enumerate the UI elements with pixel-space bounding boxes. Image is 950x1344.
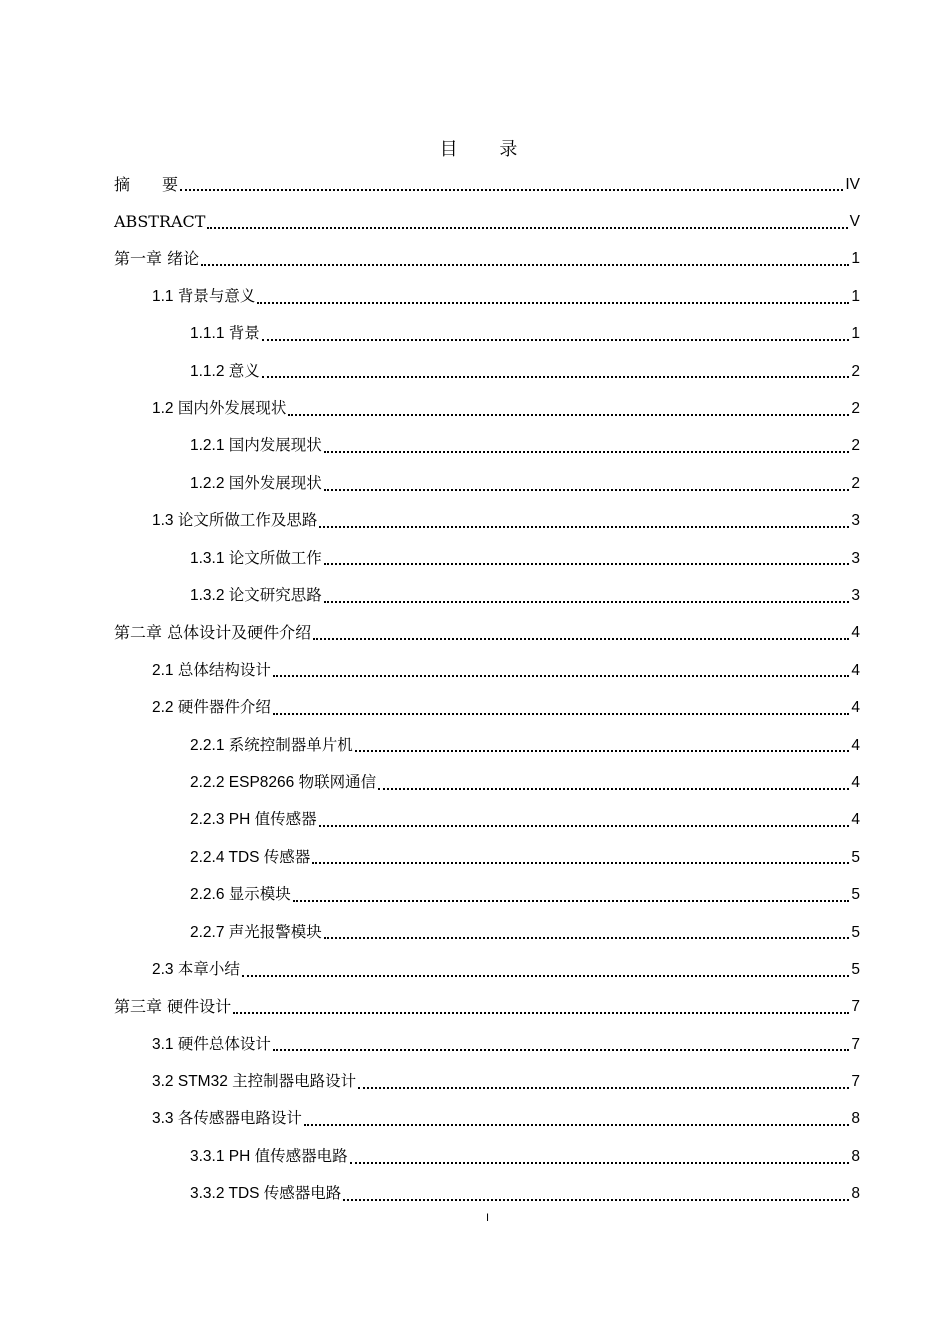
toc-entry[interactable] <box>114 390 860 427</box>
toc-entry[interactable] <box>114 989 860 1026</box>
toc-list <box>114 166 860 1213</box>
toc-entry[interactable] <box>114 1026 860 1063</box>
toc-dot-leader <box>233 1012 849 1014</box>
toc-entry-label: 2.3 本章小结 <box>152 960 240 978</box>
toc-entry[interactable] <box>114 1176 860 1213</box>
toc-entry-page: 8 <box>851 1185 860 1203</box>
toc-entry[interactable] <box>114 540 860 577</box>
toc-entry[interactable] <box>114 166 860 203</box>
toc-entry-page: 5 <box>851 848 860 866</box>
toc-entry-page: 4 <box>851 624 860 642</box>
toc-entry-label: 1.1 背景与意义 <box>152 287 256 305</box>
toc-entry[interactable] <box>114 764 860 801</box>
toc-dot-leader <box>313 638 849 640</box>
toc-dot-leader <box>262 339 850 341</box>
toc-entry[interactable] <box>114 316 860 353</box>
toc-entry-label: 摘 要 <box>114 174 179 194</box>
toc-entry-page: 3 <box>851 549 860 567</box>
toc-entry-label: 2.2.3 PH 值传感器 <box>190 811 317 829</box>
toc-entry-page: 7 <box>851 1073 860 1091</box>
toc-entry-label: 第三章 硬件设计 <box>114 997 232 1017</box>
toc-entry-label: 3.1 硬件总体设计 <box>152 1035 271 1053</box>
toc-dot-leader <box>378 788 849 790</box>
toc-entry-page: 8 <box>851 1110 860 1128</box>
toc-entry-label: 1.2 国内外发展现状 <box>152 400 287 418</box>
toc-dot-leader <box>319 526 849 528</box>
toc-entry[interactable] <box>114 241 860 278</box>
toc-dot-leader <box>257 302 849 304</box>
toc-entry[interactable] <box>114 652 860 689</box>
toc-entry[interactable] <box>114 1138 860 1175</box>
toc-dot-leader <box>324 563 850 565</box>
toc-entry[interactable] <box>114 353 860 390</box>
toc-entry[interactable] <box>114 689 860 726</box>
toc-entry-label: ABSTRACT <box>114 212 206 232</box>
toc-entry-label: 1.1.2 意义 <box>190 362 260 380</box>
toc-entry-page: 7 <box>851 998 860 1016</box>
toc-entry[interactable] <box>114 278 860 315</box>
toc-dot-leader <box>207 227 847 229</box>
toc-entry-page: 2 <box>851 474 860 492</box>
toc-entry-label: 2.1 总体结构设计 <box>152 661 271 679</box>
toc-entry-page: 4 <box>851 773 860 791</box>
toc-dot-leader <box>273 713 850 715</box>
toc-entry-label: 第一章 绪论 <box>114 249 200 269</box>
toc-dot-leader <box>343 1199 849 1201</box>
toc-entry-label: 2.2 硬件器件介绍 <box>152 699 271 717</box>
toc-dot-leader <box>319 825 850 827</box>
toc-dot-leader <box>273 675 850 677</box>
toc-entry-label: 1.3 论文所做工作及思路 <box>152 512 318 530</box>
toc-dot-leader <box>273 1049 850 1051</box>
toc-entry-label: 3.3 各传感器电路设计 <box>152 1110 302 1128</box>
toc-entry[interactable] <box>114 503 860 540</box>
toc-entry-page: 4 <box>851 699 860 717</box>
toc-entry-page: 4 <box>851 661 860 679</box>
toc-dot-leader <box>180 189 843 191</box>
toc-dot-leader <box>355 750 850 752</box>
toc-dot-leader <box>324 601 850 603</box>
toc-entry-label: 1.1.1 背景 <box>190 325 260 343</box>
toc-entry-page: 1 <box>851 287 860 305</box>
toc-entry-page: V <box>849 213 860 231</box>
toc-entry-label: 1.3.1 论文所做工作 <box>190 549 322 567</box>
toc-dot-leader <box>350 1162 850 1164</box>
toc-entry-page: 2 <box>851 362 860 380</box>
toc-entry-label: 2.2.2 ESP8266 物联网通信 <box>190 773 377 791</box>
toc-entry-label: 2.2.1 系统控制器单片机 <box>190 736 353 754</box>
toc-title: 目 录 <box>439 139 536 160</box>
toc-entry[interactable] <box>114 876 860 913</box>
toc-entry-label: 1.3.2 论文研究思路 <box>190 586 322 604</box>
toc-dot-leader <box>304 1124 850 1126</box>
toc-entry-label: 2.2.4 TDS 传感器 <box>190 848 311 866</box>
toc-dot-leader <box>242 975 850 977</box>
toc-entry-page: 5 <box>851 923 860 941</box>
toc-entry[interactable] <box>114 839 860 876</box>
toc-entry-label: 3.3.2 TDS 传感器电路 <box>190 1185 342 1203</box>
toc-entry-page: 1 <box>851 250 860 268</box>
toc-dot-leader <box>262 376 850 378</box>
toc-entry-page: 3 <box>851 586 860 604</box>
toc-entry-label: 3.3.1 PH 值传感器电路 <box>190 1147 348 1165</box>
toc-entry-page: 2 <box>851 400 860 418</box>
toc-entry[interactable] <box>114 203 860 240</box>
toc-entry-page: 3 <box>851 512 860 530</box>
toc-entry[interactable] <box>114 727 860 764</box>
toc-entry-label: 2.2.7 声光报警模块 <box>190 923 322 941</box>
toc-dot-leader <box>201 264 849 266</box>
toc-entry[interactable] <box>114 1063 860 1100</box>
toc-entry[interactable] <box>114 802 860 839</box>
toc-dot-leader <box>324 937 850 939</box>
toc-dot-leader <box>293 900 850 902</box>
toc-entry[interactable] <box>114 914 860 951</box>
toc-entry[interactable] <box>114 1101 860 1138</box>
toc-dot-leader <box>358 1087 849 1089</box>
toc-entry-label: 3.2 STM32 主控制器电路设计 <box>152 1073 357 1091</box>
toc-entry-page: 2 <box>851 437 860 455</box>
page-number: I <box>485 1212 490 1224</box>
toc-entry-label: 1.2.1 国内发展现状 <box>190 437 322 455</box>
toc-entry[interactable] <box>114 465 860 502</box>
toc-entry[interactable] <box>114 951 860 988</box>
toc-entry[interactable] <box>114 577 860 614</box>
toc-dot-leader <box>324 451 850 453</box>
toc-dot-leader <box>324 489 850 491</box>
toc-dot-leader <box>312 862 849 864</box>
toc-entry-page: 1 <box>851 325 860 343</box>
toc-entry[interactable] <box>114 615 860 652</box>
toc-entry-page: 7 <box>851 1035 860 1053</box>
toc-entry-label: 第二章 总体设计及硬件介绍 <box>114 623 312 643</box>
toc-entry-page: 4 <box>851 811 860 829</box>
toc-dot-leader <box>288 414 849 416</box>
toc-entry-label: 1.2.2 国外发展现状 <box>190 474 322 492</box>
toc-entry-page: 5 <box>851 886 860 904</box>
toc-entry-label: 2.2.6 显示模块 <box>190 886 291 904</box>
toc-entry-page: 4 <box>851 736 860 754</box>
toc-entry-page: IV <box>845 175 860 193</box>
toc-entry[interactable] <box>114 428 860 465</box>
toc-entry-page: 5 <box>851 960 860 978</box>
toc-entry-page: 8 <box>851 1147 860 1165</box>
